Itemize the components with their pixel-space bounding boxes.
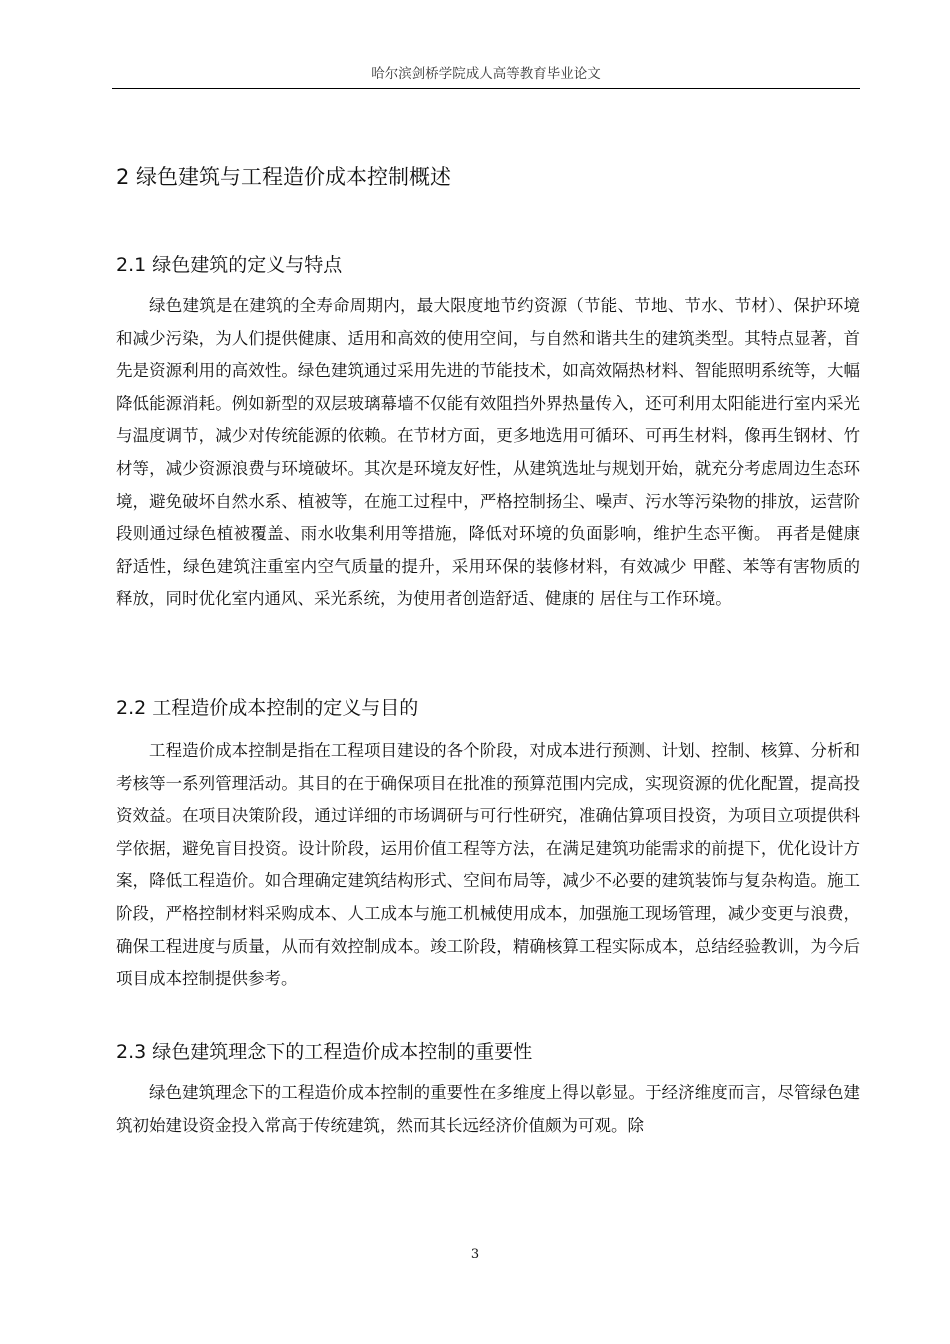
page-number: 3 [470,1247,480,1262]
section-title-2-2: 2.2 工程造价成本控制的定义与目的 [116,697,419,719]
header-divider [112,88,860,89]
section-paragraph-2-1: 绿色建筑是在建筑的全寿命周期内，最大限度地节约资源（节能、节地、节水、节材）、保护环境和减少污染，为人们提供健康、适用和高效的使用空间，与自然和谐共生的建筑类型。其特点显著，首先是资源利用的高效性。绿色建筑通过采用先进的节能技术，如高效隔热材料、智能照明系统等，大幅降低能源消耗。例如新型的双层玻璃幕墙不仅能有效阻挡外界热量传入，还可利用太阳能进行室内采光与温度调节，减少对传统能源的依赖。在节材方面，更多地选用可循环、可再生材料，像再生钢材、竹材等，减少资源浪费与环境破坏。其次是环境友好性，从建筑选址与规划开始，就充分考虑周边生态环境，避免破坏自然水系、植被等，在施工过程中，严格控制扬尘、噪声、污水等污染物的排放，运营阶段则通过绿色植被覆盖、雨水收集利用等措施，降低对环境的负面影响，维护生态平衡。 再者是健康舒适性，绿色建筑注重室内空气质量的提升，采用环保的装修材料，有效减少 甲醛、苯等有害物质的释放，同时优化室内通风、采光系统，为使用者创造舒适、健康的 居住与工作环境。 [116,296,860,609]
section-title-2-1: 2.1 绿色建筑的定义与特点 [116,254,343,276]
running-header: 哈尔滨剑桥学院成人高等教育毕业论文 [371,66,601,82]
section-paragraph-2-3: 绿色建筑理念下的工程造价成本控制的重要性在多维度上得以彰显。于经济维度而言，尽管绿色建筑初始建设资金投入常高于传统建筑，然而其长远经济价值颇为可观。除 [116,1083,860,1135]
section-paragraph-2-2: 工程造价成本控制是指在工程项目建设的各个阶段，对成本进行预测、计划、控制、核算、分析和考核等一系列管理活动。其目的在于确保项目在批准的预算范围内完成，实现资源的优化配置，提高投资效益。在项目决策阶段，通过详细的市场调研与可行性研究，准确估算项目投资，为项目立项提供科学依据，避免盲目投资。设计阶段，运用价值工程等方法，在满足建筑功能需求的前提下，优化设计方案，降低工程造价。如合理确定建筑结构形式、空间布局等，减少不必要的建筑装饰与复杂构造。施工阶段，严格控制材料采购成本、人工成本与施工机械使用成本，加强施工现场管理，减少变更与浪费，确保工程进度与质量，从而有效控制成本。竣工阶段，精确核算工程实际成本，总结经验教训，为今后项目成本控制提供参考。 [116,741,860,989]
section-title-2-3: 2.3 绿色建筑理念下的工程造价成本控制的重要性 [116,1041,533,1063]
chapter-title: 2 绿色建筑与工程造价成本控制概述 [116,165,452,189]
